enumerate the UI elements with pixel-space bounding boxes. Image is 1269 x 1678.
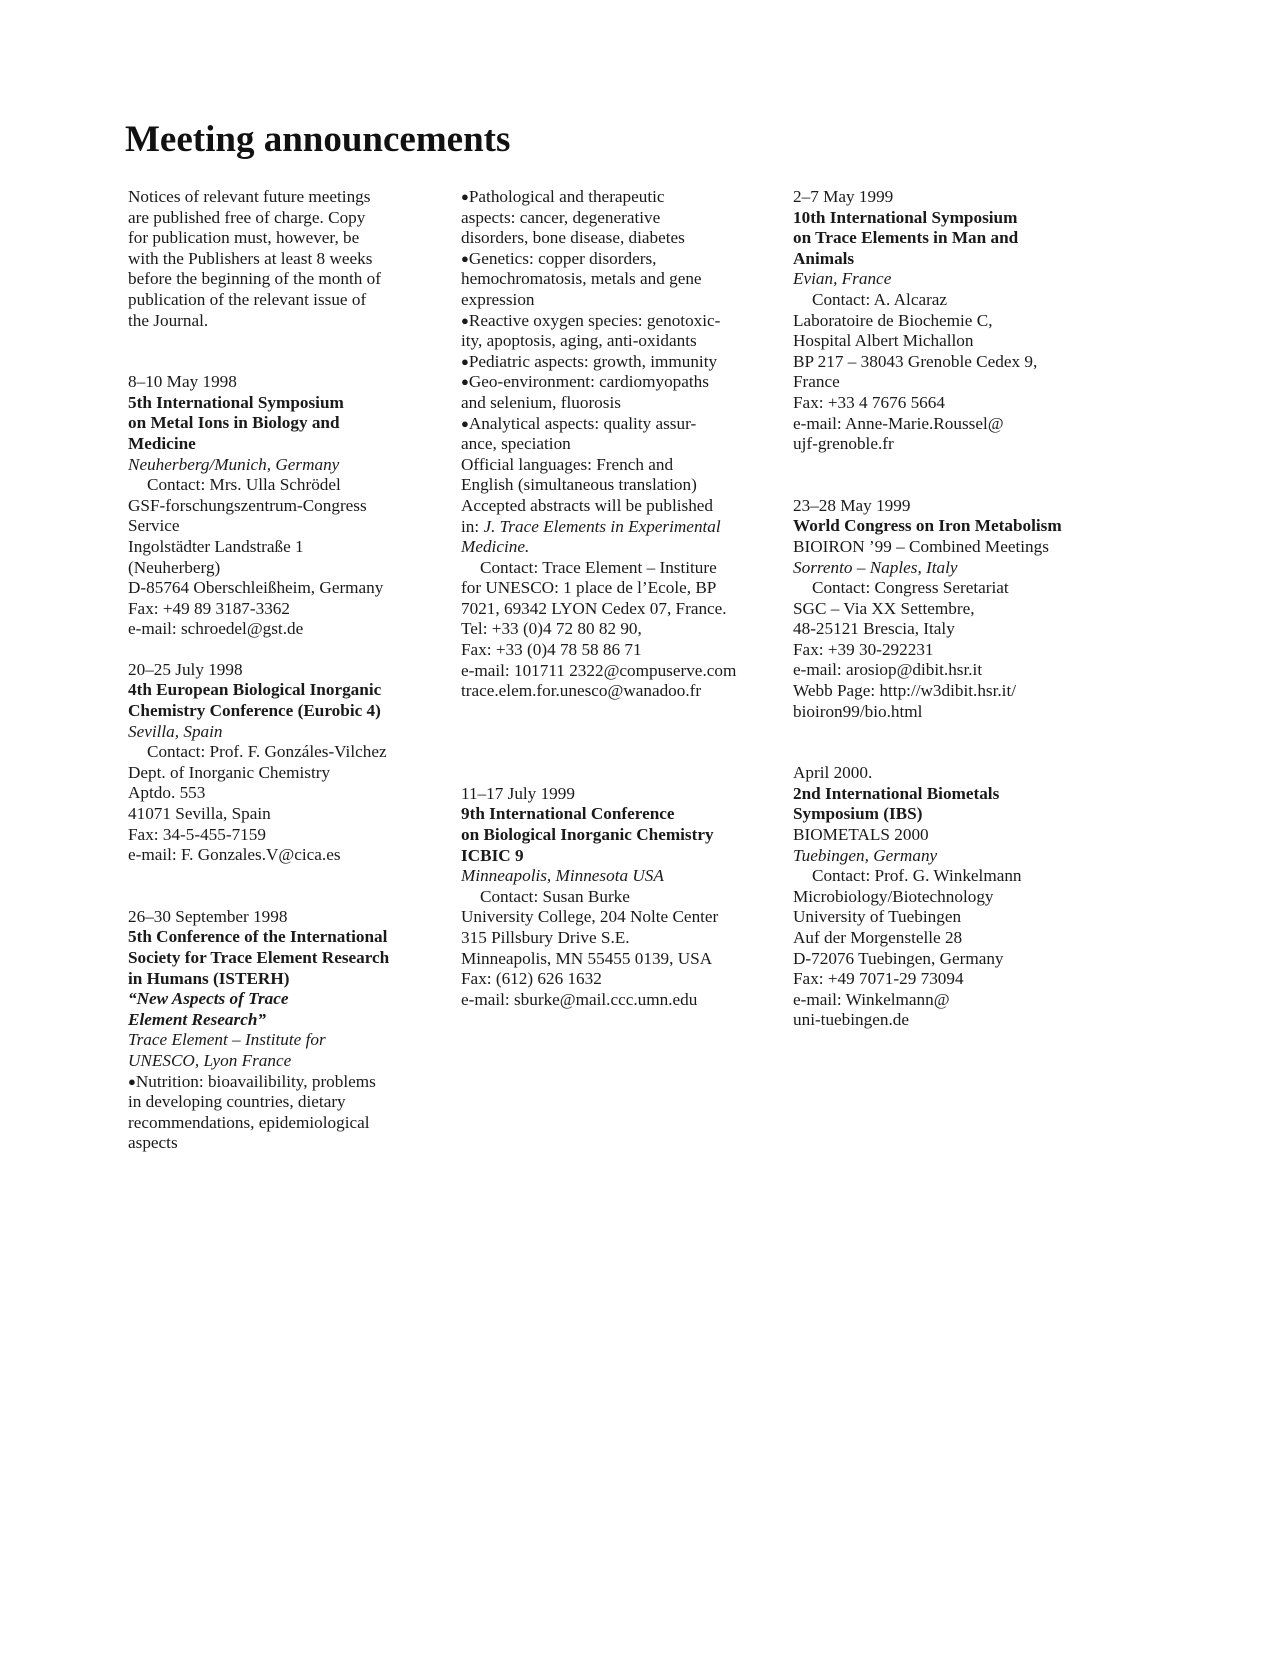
meeting-entry-metal-ions: 8–10 May 1998 5th International Symposium on Metal Ions in Biology and Medicine Neuherberg/Munich, Germany Contact: Mrs. Ulla Schrödel GSF-forschungszentrum-Congress Service Ingolstädter Landstraße 1 (Neuherberg) D-85764 Oberschleißheim, Germany Fax: +49 89 3187-3362 e-mail: schroedel@gst.de [128,372,438,640]
meeting-entry-trace-elements: 2–7 May 1999 10th International Symposium on Trace Elements in Man and Animals Evian, France Contact: A. Alcaraz Laboratoire de Biochemie C, Hospital Albert Michallon BP 217 – 38043 Grenoble Cedex 9, France Fax: +33 4 7676 5664 e-mail: Anne-Marie.Roussel@ ujf-grenoble.fr [793,187,1113,455]
meeting-date: 2–7 May 1999 [793,187,894,206]
meeting-title: ICBIC 9 [461,845,524,865]
meeting-location: Sorrento – Naples, Italy [793,557,958,577]
meeting-subtitle: “New Aspects of Trace [128,989,289,1009]
meeting-title: Animals [793,248,855,268]
meeting-email: ujf-grenoble.fr [793,434,894,454]
meeting-location: Neuherberg/Munich, Germany [128,454,340,474]
topic-item: ● Reactive oxygen species: genotoxic- [461,311,781,332]
meeting-contact: Contact: Mrs. Ulla Schrödel [147,475,341,495]
meeting-location: Tuebingen, Germany [793,845,938,865]
meeting-title: Chemistry Conference (Eurobic 4) [128,701,381,721]
meeting-title: 10th International Symposium [793,207,1018,227]
meeting-fax: Fax: +39 30-292231 [793,639,934,659]
meeting-fax: Fax: +33 4 7676 5664 [793,392,945,412]
meeting-entry-biometals: April 2000. 2nd International Biometals Symposium (IBS) BIOMETALS 2000 Tuebingen, Germany Contact: Prof. G. Winkelmann Microbiology/Biotechnology University of Tuebingen Auf der Morgenstelle 28 D-72076 Tuebingen, Germany Fax: +49 7071-29 73094 e-mail: Winkelmann@ uni-tuebingen.de [793,763,1113,1031]
meeting-tel: Tel: +33 (0)4 72 80 82 90, [461,619,642,639]
meeting-contact: Contact: Congress Seretariat [812,578,1009,598]
meeting-date: 8–10 May 1998 [128,372,237,392]
meeting-location: Minneapolis, Minnesota USA [461,866,664,886]
meeting-entry-isterh-continued: ● Pathological and therapeutic aspects: cancer, degenerative disorders, bone disease, diabetes ● Genetics: copper disorders, hemochromatosis, metals and gene expression ● Reactive oxygen species: genotoxic- ity, apoptosis, aging, anti-oxidants ● Pediatric aspects: growth, immunity ● Geo-environment: cardiomyopaths and selenium, fluorosis ● Analytical aspects: quality assur- ance, speciation Official languages: French and English (simultaneous translation) Accepted abstracts will be published in: J. Trace Elements in Experimental Medicine. Contact: Trace Element – Institure for UNESCO: 1 place de l’Ecole, BP 7021, 69342 LYON Cedex 07, France. Tel: +33 (0)4 72 80 82 90, Fax: +33 (0)4 78 58 86 71 e-mail: 101711 2322@compuserve.com trace.elem.for.unesco@wanadoo.fr [461,187,781,702]
meeting-title: 4th European Biological Inorganic [128,680,382,700]
meeting-email: e-mail: F. Gonzales.V@cica.es [128,845,341,865]
meeting-email: e-mail: 101711 2322@compuserve.com [461,660,737,680]
topic-item: ● Genetics: copper disorders, [461,249,781,270]
meeting-entry-icbic: 11–17 July 1999 9th International Conference on Biological Inorganic Chemistry ICBIC 9 Minneapolis, Minnesota USA Contact: Susan Burke University College, 204 Nolte Center 315 Pillsbury Drive S.E. Minneapolis, MN 55455 0139, USA Fax: (612) 626 1632 e-mail: sburke@mail.ccc.umn.edu [461,784,781,1011]
meeting-subtitle: BIOMETALS 2000 [793,825,929,845]
meeting-contact: Contact: A. Alcaraz [812,289,948,309]
meeting-title: 5th International Symposium [128,392,344,412]
meeting-email: uni-tuebingen.de [793,1010,909,1030]
meeting-title: Medicine [128,433,196,453]
page-title: Meeting announcements [125,119,511,160]
meeting-title: Symposium (IBS) [793,804,923,824]
topic-item: ● Geo-environment: cardiomyopaths [461,372,781,393]
meeting-title: 2nd International Biometals [793,783,1000,803]
meeting-title: World Congress on Iron Metabolism [793,516,1062,536]
meeting-title: on Trace Elements in Man and [793,228,1019,248]
meeting-title: 9th International Conference [461,804,675,824]
meeting-email: e-mail: Anne-Marie.Roussel@ [793,413,1004,433]
meeting-title: Society for Trace Element Research [128,948,390,967]
meeting-web: Webb Page: http://w3dibit.hsr.it/ [793,681,1016,701]
meeting-email: e-mail: schroedel@gst.de [128,619,304,639]
meeting-location: Trace Element – Institute for [128,1030,326,1050]
meeting-fax: Fax: 34-5-455-7159 [128,824,266,844]
meeting-contact: Contact: Prof. F. Gonzáles-Vilchez [147,742,387,762]
meeting-fax: Fax: (612) 626 1632 [461,969,602,989]
meeting-contact: Contact: Trace Element – Institure [480,557,717,577]
meeting-date: April 2000. [793,763,873,783]
meeting-location: Sevilla, Spain [128,721,223,741]
meeting-entry-eurobic: 20–25 July 1998 4th European Biological Inorganic Chemistry Conference (Eurobic 4) Sevilla, Spain Contact: Prof. F. Gonzáles-Vilchez Dept. of Inorganic Chemistry Aptdo. 553 41071 Sevilla, Spain Fax: 34-5-455-7159 e-mail: F. Gonzales.V@cica.es [128,660,438,866]
topic-item: ● Pathological and therapeutic [461,187,781,208]
meeting-title: 5th Conference of the International [128,927,388,947]
meeting-contact: Contact: Prof. G. Winkelmann [812,866,1022,886]
intro-paragraph: Notices of relevant future meetings are published free of charge. Copy for publication must, however, be with the Publishers at least 8 weeks before the beginning of the month of publication of the relevant issue of the Journal. [128,187,381,330]
meeting-date: 26–30 September 1998 [128,906,288,926]
meeting-entry-isterh: 26–30 September 1998 5th Conference of the International Society for Trace Element Research in Humans (ISTERH) “New Aspects of Trace Element Research” Trace Element – Institute for UNESCO, Lyon France ● Nutrition: bioavailibility, problems in developing countries, dietary recommendations, epidemiological aspects [128,907,438,1154]
meeting-fax: Fax: +33 (0)4 78 58 86 71 [461,640,642,660]
meeting-subtitle: Element Research” [128,1009,266,1029]
meeting-fax: Fax: +49 89 3187-3362 [128,598,290,618]
column-1 [128,187,438,1154]
meeting-title: on Metal Ions in Biology and [128,413,340,433]
column-2 [461,187,781,1010]
column-3 [793,187,1113,1031]
topic-item: ● Pediatric aspects: growth, immunity [461,352,781,373]
meeting-email: e-mail: Winkelmann@ [793,989,950,1009]
meeting-title: in Humans (ISTERH) [128,968,290,988]
journal-name: J. Trace Elements in Experimental [483,516,721,536]
journal-name: Medicine. [461,537,530,557]
topic-item: ● Nutrition: bioavailibility, problems [128,1072,438,1093]
meeting-contact: Contact: Susan Burke [480,886,630,906]
meeting-location: Evian, France [793,269,892,289]
meeting-subtitle: BIOIRON ’99 – Combined Meetings [793,536,1049,556]
meeting-entry-bioiron: 23–28 May 1999 World Congress on Iron Metabolism BIOIRON ’99 – Combined Meetings Sorrento – Naples, Italy Contact: Congress Seretariat SGC – Via XX Settembre, 48-25121 Brescia, Italy Fax: +39 30-292231 e-mail: arosiop@dibit.hsr.it Webb Page: http://w3dibit.hsr.it/ bioiron99/bio.html [793,496,1113,723]
meeting-date: 11–17 July 1999 [461,783,575,803]
meeting-email: trace.elem.for.unesco@wanadoo.fr [461,681,702,701]
topic-item: ● Analytical aspects: quality assur- [461,414,781,435]
meeting-email: e-mail: sburke@mail.ccc.umn.edu [461,989,698,1009]
meeting-date: 20–25 July 1998 [128,659,243,679]
meeting-fax: Fax: +49 7071-29 73094 [793,969,964,989]
meeting-title: on Biological Inorganic Chemistry [461,825,714,845]
meeting-date: 23–28 May 1999 [793,495,911,515]
meeting-web: bioiron99/bio.html [793,701,923,721]
meeting-email: e-mail: arosiop@dibit.hsr.it [793,660,983,680]
meeting-location: UNESCO, Lyon France [128,1050,292,1070]
